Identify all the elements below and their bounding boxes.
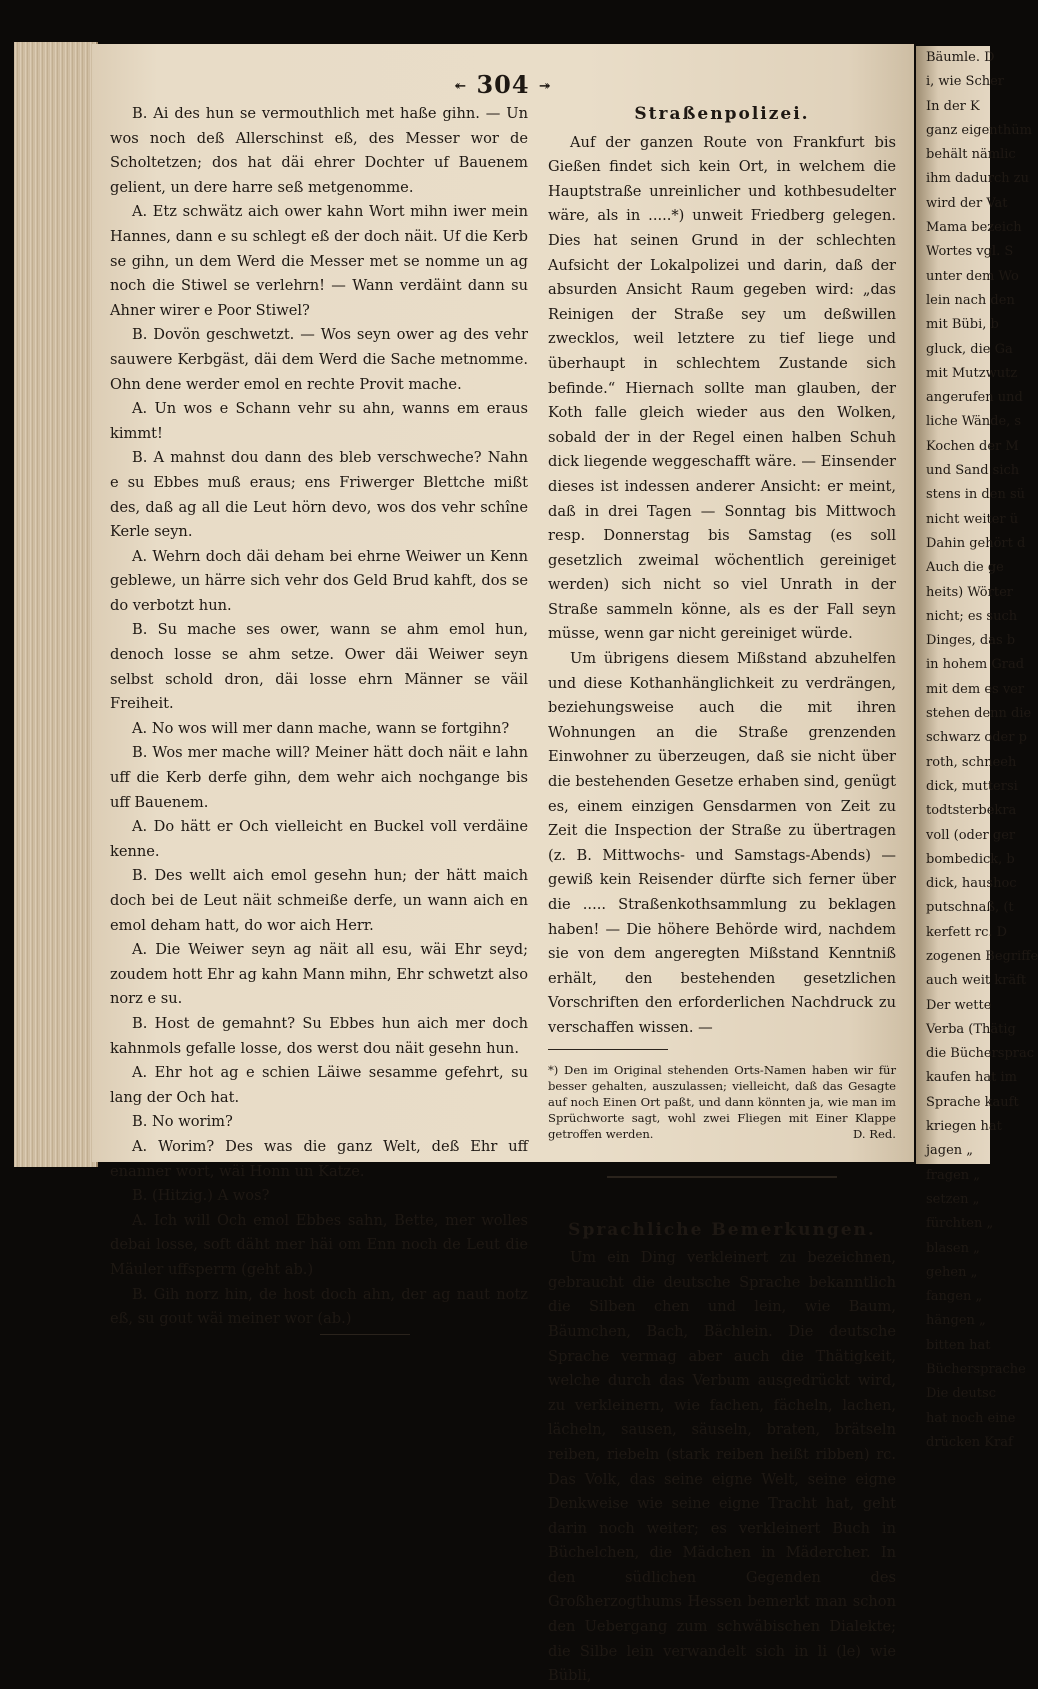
dialogue-line: B. No worim? xyxy=(132,1113,233,1131)
dialogue-line: B. Wos mer mache will? Meiner hätt doch näit e lahn uff die Kerb derfe gihn, dem wehr aich nochgange bis uff Bauenem. xyxy=(110,744,528,811)
next-page-line: Dinges, das b xyxy=(926,633,1016,649)
next-page-line: liche Wände, s xyxy=(926,414,1022,430)
footnote-signature: D. Red. xyxy=(853,1126,896,1141)
dialogue-line: B. Dovön geschwetzt. — Wos seyn ower ag des vehr sauwere Kerbgäst, däi dem Werd die Sache metnomme. Ohn dene werder emol en rechte Provit mache. xyxy=(110,326,528,393)
next-page-line: kaufen hat im xyxy=(926,1070,1017,1086)
section-title-sprachliche-bemerkungen: Sprachliche Bemerkungen. xyxy=(568,1219,876,1240)
header-ornament-right: ↠ xyxy=(538,78,552,95)
next-page-line: gehen „ xyxy=(926,1264,978,1280)
next-page-line: ihm dadurch zu xyxy=(926,171,1029,187)
next-page-line: kerfett rc. D xyxy=(926,924,1008,940)
next-page-line: mit dem es ver xyxy=(926,681,1025,697)
next-page-line: mit Mutzwutz xyxy=(926,365,1018,381)
dialogue-line: A. Do hätt er Och vielleicht en Buckel voll verdäine kenne. xyxy=(110,818,528,860)
dialogue-line: A. Un wos e Schann vehr su ahn, wanns em eraus kimmt! xyxy=(110,400,528,442)
next-page-line: putschnaß, (t xyxy=(926,900,1014,916)
article-paragraph: Auf der ganzen Route von Frankfurt bis Gießen findet sich kein Ort, in welchem die Hauptstraße unreinlicher und kothbesudelter wäre, als in .....*) unweit Friedberg gelegen. Dies hat seinen Grund in der schlechten Aufsicht der Lokalpolizei und darin, daß der absurden Ansicht Raum gegeben wird: „das Reinigen der Straße sey um deßwillen zwecklos, weil letztere zu tief liege und überhaupt in schlechtem Zustande sich befinde.“ Hiernach sollte man glauben, der Koth falle gleich wieder aus den Wolken, sobald der in der Regel einen halben Schuh dick liegende weggeschafft wäre. — Einsender dieses ist indessen anderer Ansicht: er meint, daß in drei Tagen — Sonntag bis Mittwoch resp. Donnerstag bis Samstag (es soll gesetzlich zweimal wöchentlich gereiniget werden) sich nicht so viel Unrath in der Straße sammeln könne, als es der Fall seyn müsse, wenn gar nicht gereiniget würde. xyxy=(548,133,896,643)
next-page-line: hängen „ xyxy=(926,1313,986,1329)
next-page-line: angerufen und xyxy=(926,390,1023,406)
dialogue-line: A. Wehrn doch däi deham bei ehrne Weiwer un Kenn geblewe, un härre sich vehr dos Geld Brud kahft, dos se do verbotzt hun. xyxy=(110,547,528,614)
dialogue-line: A. Ich will Och emol Ebbes sahn, Bette, mer wolles debai losse, soft däht mer häi om Enn noch de Leut die Mäuler uffsperrn (geht ab.) xyxy=(110,1211,528,1278)
footnote xyxy=(548,1062,896,1142)
book-page-edges xyxy=(14,42,98,1167)
section-title-strassenpolizei: Straßenpolizei. xyxy=(634,104,810,124)
next-page-lines xyxy=(916,46,1038,1455)
next-page-partial xyxy=(916,46,1038,1450)
next-page-line: Der wette xyxy=(926,997,992,1013)
next-page-line: drücken Kraf xyxy=(926,1434,1013,1450)
next-page-line: die Büchersprac xyxy=(926,1046,1035,1062)
next-page-line: ganz eigenthüm xyxy=(926,122,1032,138)
footnote-text: *) Den im Original stehenden Orts-Namen haben wir für besser gehalten, auszulassen; vielleicht, daß das Gesagte auf noch Einen Ort paßt, und dann könnten ja, wie man im Sprüchworte sagt, wohl zwei Fliegen mit Einer Klappe getroffen werden. xyxy=(548,1062,896,1141)
next-page-line: lein nach den xyxy=(926,292,1015,308)
next-page-line: dick, muttersi xyxy=(926,778,1018,794)
next-page-line: unter dem Wo xyxy=(926,268,1019,284)
next-page-line: voll (oder ger xyxy=(926,827,1016,843)
next-page-line: kriegen hat xyxy=(926,1119,1002,1135)
next-page-line: Mama bezeich xyxy=(926,220,1022,236)
next-page-line: setzen „ xyxy=(926,1191,980,1207)
dialogue-line: B. Des wellt aich emol gesehn hun; der hätt maich doch bei de Leut näit schmeiße derfe, un wann aich en emol deham hatt, do wor aich Herr. xyxy=(110,867,528,934)
next-page-line: Büchersprache xyxy=(926,1362,1026,1378)
next-page-line: auch weit kräft xyxy=(926,973,1027,989)
next-page-line: Dahin gehört d xyxy=(926,535,1026,551)
next-page-line: Bäumle. D xyxy=(926,50,995,65)
dialogue-line: A. Worim? Des was die ganz Welt, deß Ehr uff enanner wort, wäi Honn un Katze. xyxy=(110,1137,528,1180)
next-page-line: Sprache kauft xyxy=(926,1094,1019,1110)
next-page-line: schwarz oder p xyxy=(926,730,1027,746)
next-page-line: fangen „ xyxy=(926,1289,983,1305)
dialogue-line: B. Su mache ses ower, wann se ahm emol hun, denoch losse se ahm setze. Ower däi Weiwer seyn selbst schold dron, däi losse ehrn Männer se väil Freiheit. xyxy=(110,621,528,713)
next-page-line: nicht weiter ü xyxy=(926,511,1019,527)
next-page-line: stens in den sü xyxy=(926,487,1025,503)
next-page-line: Die deutsc xyxy=(926,1386,996,1402)
next-page-line: Wortes vgl. S xyxy=(926,244,1014,260)
dialogue-line: A. Etz schwätz aich ower kahn Wort mihn iwer mein Hannes, dann e su schlegt eß der doch näit. Uf die Kerb se gihn, un dem Werd die Messer met se nomme un ag noch die Stiwel se verlehrn! — Wann verdäint dann su Ahner wirer e Poor Stiwel? xyxy=(110,203,528,319)
dialogue-line: A. Ehr hot ag e schien Läiwe sesamme gefehrt, su lang der Och hat. xyxy=(110,1064,528,1106)
next-page-line: i, wie Scher xyxy=(926,74,1004,90)
section-divider xyxy=(607,1176,837,1178)
page-number: 304 xyxy=(476,70,530,99)
next-page-line: bombedick, b xyxy=(926,851,1015,867)
next-page-line: Kochen der M xyxy=(926,438,1019,454)
dialogue-line: B. Host de gemahnt? Su Ebbes hun aich mer doch kahnmols gefalle losse, dos werst dou näit gesehn hun. xyxy=(110,1014,528,1057)
end-rule xyxy=(320,1334,410,1335)
dialogue-line: B. (Hitzig.) A wos? xyxy=(132,1187,270,1205)
next-page-line: jagen „ xyxy=(926,1143,974,1159)
left-column xyxy=(110,102,528,1335)
next-page-line: behält nämlic xyxy=(926,147,1016,163)
next-page-line: roth, schneeh xyxy=(926,754,1017,770)
next-page-line: fürchten „ xyxy=(926,1216,994,1232)
right-column xyxy=(548,102,896,1689)
header-ornament-left: ↞ xyxy=(454,78,468,95)
footnote-rule xyxy=(548,1049,668,1050)
dialogue-line: B. Gih norz hin, de host doch ahn, der ag naut notz eß, su gout wäi meiner wor (ab.) xyxy=(110,1285,528,1328)
dialogue-line: A. Die Weiwer seyn ag näit all esu, wäi Ehr seyd; zoudem hott Ehr ag kahn Mann mihn, Ehr schwetzt also norz e su. xyxy=(110,941,528,1008)
next-page-line: heits) Wörter xyxy=(926,584,1013,600)
next-page-line: mit Bübi, b xyxy=(926,317,999,333)
next-page-line: Verba (Thätig xyxy=(926,1021,1016,1037)
next-page-line: wird der Vat xyxy=(926,195,1008,211)
next-page-line: Auch die ge xyxy=(926,560,1004,576)
next-page-line: und Sand sich xyxy=(926,463,1020,479)
next-page-line: in hohem Grad xyxy=(926,657,1025,673)
article-paragraph: Um ein Ding verkleinert zu bezeichnen, gebraucht die deutsche Sprache bekanntlich die Silben chen und lein, wie Baum, Bäumchen, Bach, Bächlein. Die deutsche Sprache vermag aber auch die Thätigkeit, welche durch das Verbum ausgedrückt wird, zu verkleinern, wie fachen, fächeln, lachen, lächeln, sausen, säuseln, braten, brätseln reiben, riebeln (stark reiben heißt ribben) rc. Das Volk, das seine eigne Welt, seine eigne Denkweise wie seine eigne Tracht hat, geht darin noch weiter; es verkleinert Buch in Büchelchen, die Mädchen in Mädercher. In den südlichen Gegenden des Großherzogthums Hessen bemerkt man schon den Uebergang zum schwäbischen Dialekte; die Silbe lein verwandelt sich in li (le) wie Bübli, xyxy=(548,1249,896,1685)
next-page-line: fragen „ xyxy=(926,1167,981,1183)
dialogue-line: B. Ai des hun se vermouthlich met haße gihn. — Un wos noch deß Allerschinst eß, des Messer wor de Scholtetzen; dos hat däi ehrer Dochter uf Bauenem gelient, un dere harre seß metgenomme. xyxy=(110,105,528,196)
next-page-line: In der K xyxy=(926,98,980,114)
next-page-line: zogenen Begriffe xyxy=(926,948,1038,964)
next-page-line: blasen „ xyxy=(926,1240,980,1256)
dialogue-line: B. A mahnst dou dann des bleb verschweche? Nahn e su Ebbes muß eraus; ens Friwerger Blettche mißt des, daß ag all die Leut hörn devo, wos dos vehr schîne Kerle seyn. xyxy=(110,449,528,541)
book-page xyxy=(92,44,914,1685)
next-page-line: nicht; es such xyxy=(926,608,1018,624)
next-page-line: hat noch eine xyxy=(926,1410,1016,1426)
next-page-line: stehen denn die xyxy=(926,706,1032,722)
page-header xyxy=(92,70,914,99)
next-page-line: gluck, die Ga xyxy=(926,341,1013,357)
article-paragraph: Um übrigens diesem Mißstand abzuhelfen und diese Kothanhänglichkeit zu verdrängen, beziehungsweise auch die mit ihren Wohnungen an die Straße grenzenden Einwohner zu überzeugen, daß sie nicht über die bestehenden Gesetze erhaben sind, genügt es, einem einzigen Gensdarmen von Zeit zu Zeit die Inspection der Straße zu übertragen (z. B. Mittwochs- und Samstags-Abends) — gewiß kein Reisender dürfte sich ferner über die ..... Straßenkothsammlung zu beklagen haben! — Die höhere Behörde wird, nachdem sie von dem angeregten Mißstand Kenntniß erhält, den bestehenden gesetzlichen Vorschriften den erforderlichen Nachdruck zu verschaffen wissen. — xyxy=(548,650,896,1036)
next-page-line: dick, haushoc xyxy=(926,876,1017,892)
next-page-line: todtsterbekra xyxy=(926,803,1017,819)
dialogue-line: A. No wos will mer dann mache, wann se fortgihn? xyxy=(132,719,510,737)
next-page-line: bitten hat xyxy=(926,1337,991,1353)
